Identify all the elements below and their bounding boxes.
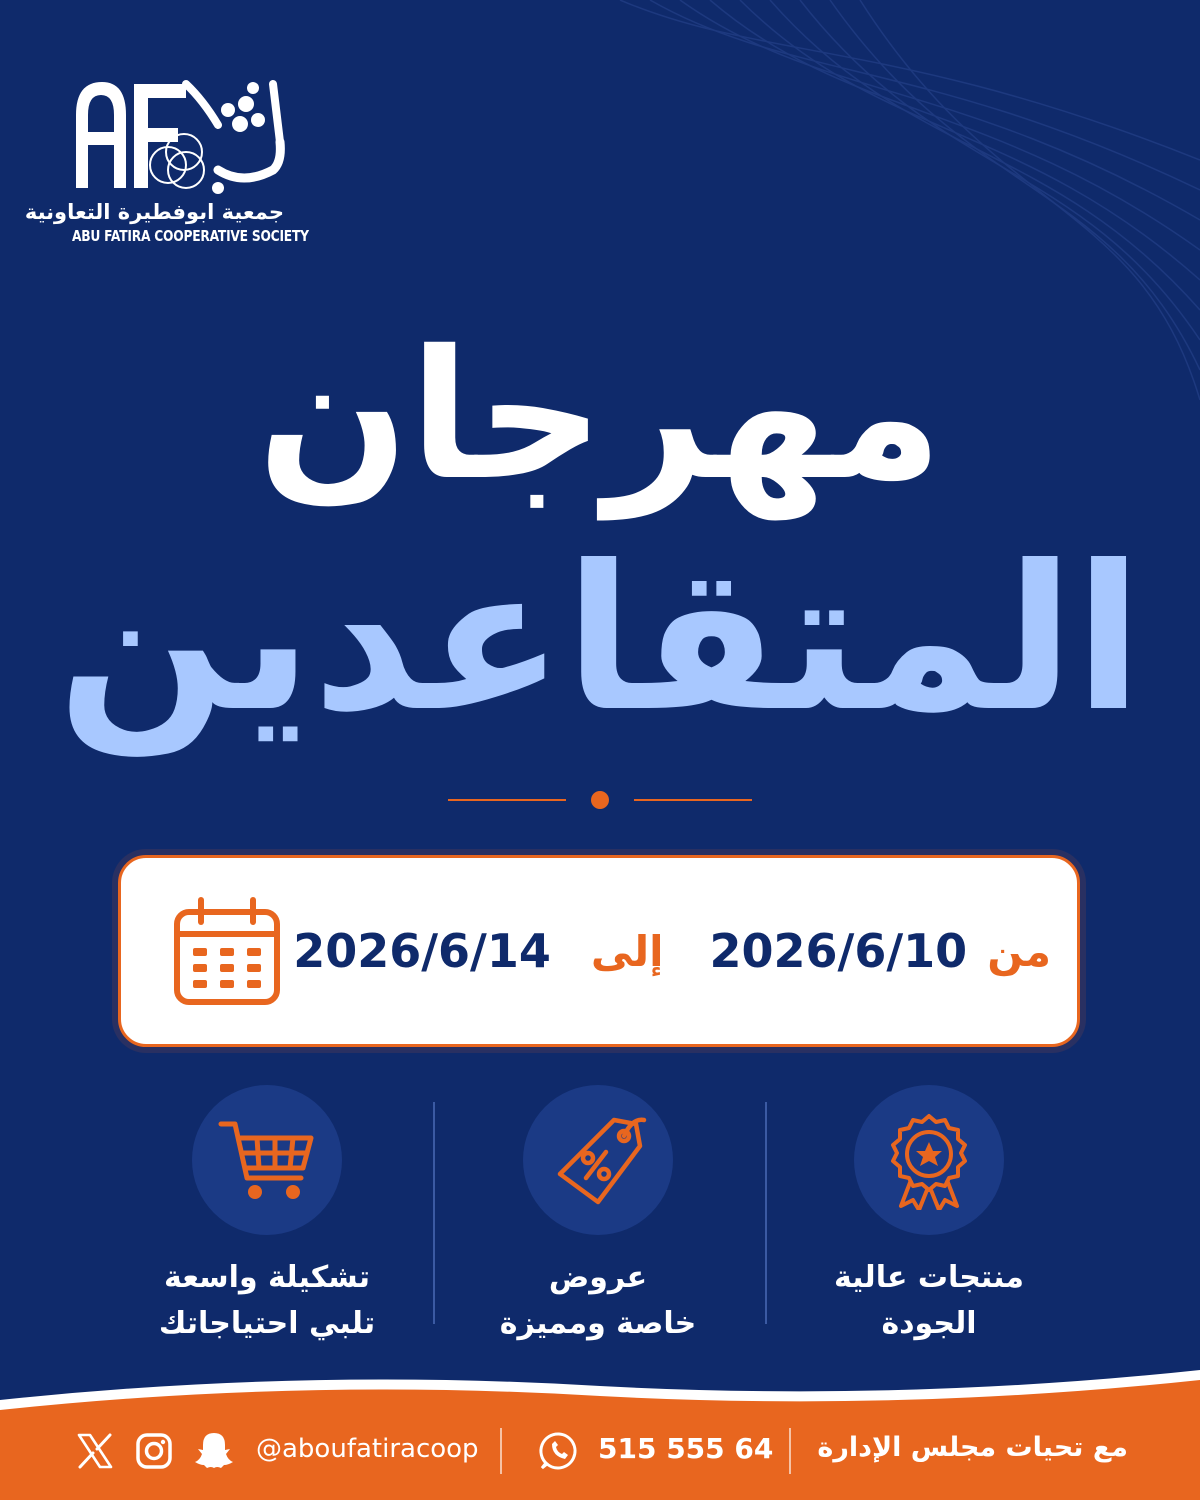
start-date: 2026/6/10 (709, 924, 968, 978)
page-title-line1: مهرجان (257, 312, 943, 519)
feature-text (102, 1255, 432, 1347)
brand-name-english: ABU FATIRA COOPERATIVE SOCIETY (72, 227, 309, 245)
to-label: إلى (590, 926, 664, 976)
feature-line2: خاصة ومميزة (499, 1306, 697, 1341)
footer-separator (789, 1428, 791, 1474)
feature-quality (764, 1085, 1094, 1345)
feature-variety (102, 1085, 432, 1345)
feature-separator (765, 1102, 767, 1324)
feature-icon-circle (192, 1085, 342, 1235)
calendar-icon (173, 896, 281, 1006)
discount-tag-icon (548, 1110, 648, 1210)
phone-number[interactable]: 515 555 64 (598, 1432, 774, 1465)
feature-text (764, 1255, 1094, 1347)
award-badge-icon (879, 1110, 979, 1210)
title-divider (448, 790, 752, 810)
divider-dot (591, 791, 609, 809)
feature-line1: تشكيلة واسعة (164, 1260, 370, 1295)
feature-separator (433, 1102, 435, 1324)
social-handle[interactable]: @aboufatiracoop (256, 1434, 479, 1464)
page-title-line2: المتقاعدين (57, 523, 1143, 756)
feature-line2: تلبي احتياجاتك (158, 1306, 376, 1341)
shopping-cart-icon (217, 1110, 317, 1210)
footer-bar (0, 1402, 1200, 1500)
date-range-card (118, 855, 1080, 1047)
logo-mark-graphic (68, 70, 298, 200)
date-range-text (293, 858, 1051, 1044)
brand-name-arabic: جمعية ابوفطيرة التعاونية (24, 200, 284, 224)
from-label: من (987, 926, 1051, 976)
feature-icon-circle (523, 1085, 673, 1235)
divider-line-right (634, 799, 752, 801)
footer-separator (500, 1428, 502, 1474)
divider-line-left (448, 799, 566, 801)
instagram-icon[interactable] (135, 1432, 173, 1470)
whatsapp-icon[interactable] (538, 1430, 580, 1472)
feature-line2: الجودة (881, 1306, 977, 1341)
feature-line1: عروض (548, 1260, 648, 1295)
x-icon[interactable] (76, 1432, 114, 1470)
snapchat-icon[interactable] (194, 1430, 234, 1472)
footer-greeting: مع تحيات مجلس الإدارة (817, 1432, 1128, 1463)
brand-logo (24, 70, 309, 250)
feature-text (433, 1255, 763, 1347)
feature-offers (433, 1085, 763, 1345)
feature-line1: منتجات عالية (833, 1260, 1024, 1295)
end-date: 2026/6/14 (293, 924, 551, 978)
feature-icon-circle (854, 1085, 1004, 1235)
